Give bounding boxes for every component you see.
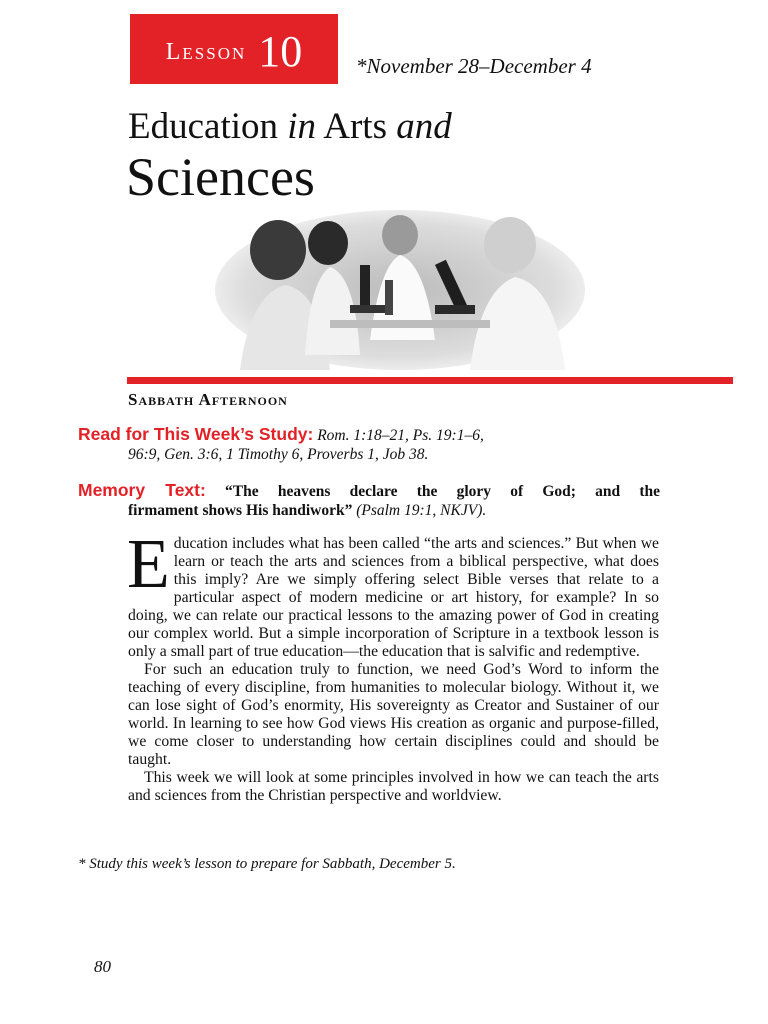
memory-source: (Psalm 19:1, NKJV). <box>356 502 487 519</box>
footnote: * Study this week’s lesson to prepare for Sabbath, December 5. <box>78 856 456 872</box>
study-reading <box>78 425 660 464</box>
students-with-microscopes-photo <box>210 205 585 370</box>
body-paragraph-3: This week we will look at some principles involved in how we can teach the arts and sciences from the Christian perspective and worldview. <box>128 769 659 804</box>
lesson-number: 10 <box>258 27 303 76</box>
lesson-word: Lesson <box>165 38 247 65</box>
body-paragraph-1: ducation includes what has been called “the arts and sciences.” But when we learn or teach the arts and sciences from a biblical perspective, what does this imply? Are we simply offering select Bible verses that relate to a particular aspect of modern medicine or art history, for example? In so doing, we can relate our practical lessons to the amazing power of God in creating our complex world. But a simple incorporation of Scripture in a textbook lesson is only a small part of true education—the education that is salvific and redemptive. <box>128 535 659 660</box>
memory-text <box>78 481 660 520</box>
page-title-line1: Education in Arts and <box>128 106 452 147</box>
section-heading: Sabbath Afternoon <box>128 390 288 409</box>
study-label: Read for This Week’s Study: <box>78 424 314 444</box>
intro-body <box>127 526 659 805</box>
memory-label: Memory Text: <box>78 480 206 500</box>
date-range: *November 28–December 4 <box>356 54 592 78</box>
study-refs-line1: Rom. 1:18–21, Ps. 19:1–6, <box>317 427 484 444</box>
dropcap: E <box>127 526 170 603</box>
study-refs-line2: 96:9, Gen. 3:6, 1 Timothy 6, Proverbs 1, Job 38. <box>128 446 429 463</box>
lesson-badge <box>130 14 338 84</box>
page-number: 80 <box>94 957 111 976</box>
memory-quote-line2: firmament shows His handiwork” <box>128 502 353 519</box>
memory-quote-line1: “The heavens declare the glory of God; and the <box>225 483 660 500</box>
body-paragraph-2: For such an education truly to function, we need God’s Word to inform the teaching of every discipline, from humanities to molecular biology. Without it, we can lose sight of God’s enormity, His sovereignty as Creator and Sustainer of our world. In learning to see how God views His creation as organic and purpose-filled, we come closer to understanding how certain disciplines could and should be taught. <box>128 661 659 768</box>
page-title-line2: Sciences <box>126 147 315 207</box>
section-divider <box>127 377 733 384</box>
